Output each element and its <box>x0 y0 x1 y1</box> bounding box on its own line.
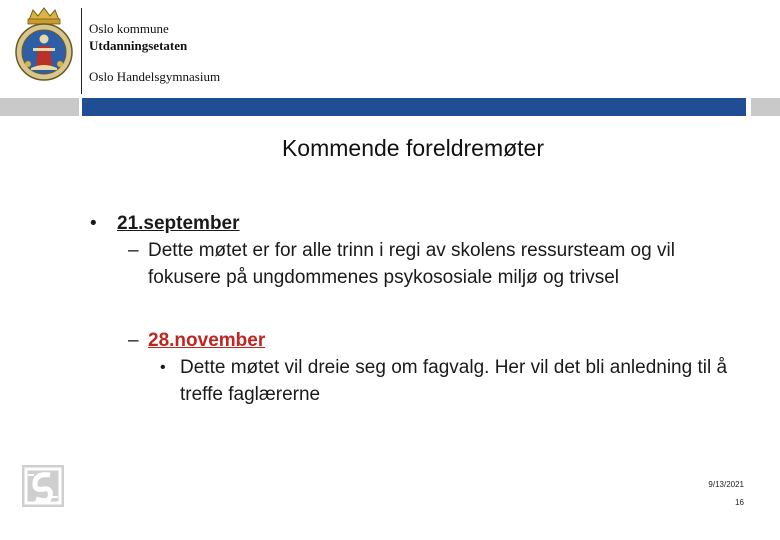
meeting-item-2-date <box>90 327 750 354</box>
school-name: Oslo Handelsgymnasium <box>89 69 221 84</box>
meeting-item-2-detail <box>90 354 750 408</box>
meeting-detail-1: Dette møtet er for alle trinn i regi av skolens ressursteam og vil fokusere på ungdommenes psykososiale miljø og trivsel <box>148 240 675 288</box>
bullet-icon: • <box>160 359 166 376</box>
meeting-item-1-date <box>90 210 750 237</box>
org-name-block <box>89 20 187 54</box>
oslo-coat-of-arms-icon <box>13 6 75 86</box>
slide-title: Kommende foreldremøter <box>281 135 545 161</box>
org-name: Oslo kommune <box>89 21 169 36</box>
page-number: 16 <box>735 498 744 507</box>
org-unit: Utdanningsetaten <box>89 38 188 53</box>
bullet-icon: • <box>90 213 97 234</box>
meeting-detail-2: Dette møtet vil dreie seg om fagvalg. Her vil det bli anledning til å treffe faglærerne <box>180 357 728 405</box>
header-divider <box>81 8 82 94</box>
oslo-kommune-emblem-icon <box>22 465 64 507</box>
dash-icon: – <box>128 240 139 261</box>
header-bar-left <box>0 98 79 116</box>
meeting-date-2: 28.november <box>148 330 266 351</box>
meeting-item-1-detail <box>90 237 750 291</box>
meeting-date-1: 21.september <box>117 213 240 234</box>
header-bar-right <box>751 98 780 116</box>
dash-icon: – <box>128 330 139 351</box>
slide-content <box>90 210 750 408</box>
slide-date: 9/13/2021 <box>708 480 744 489</box>
header-accent-bar <box>82 98 746 116</box>
